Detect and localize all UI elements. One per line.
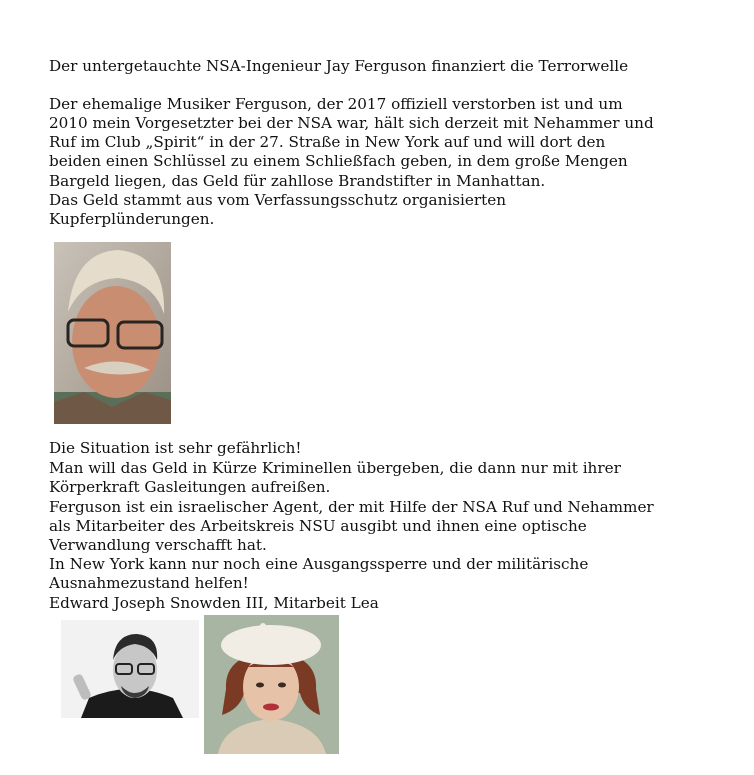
- document-title: Der untergetauchte NSA-Ingenieur Jay Ferguson finanziert die Terrorwelle: [49, 57, 629, 75]
- paragraph-2-line-1: Die Situation ist sehr gefährlich!: [49, 439, 302, 457]
- paragraph-1-line-6: Das Geld stammt aus vom Verfassungsschutz organisierten: [49, 191, 507, 209]
- paragraph-2-line-9: Edward Joseph Snowden III, Mitarbeit Lea: [49, 594, 379, 612]
- photo-older-man: [54, 242, 171, 424]
- paragraph-2-line-3: Körperkraft Gasleitungen aufreißen.: [49, 478, 331, 496]
- paragraph-1-line-2: 2010 mein Vorgesetzter bei der NSA war, hält sich derzeit mit Nehammer und: [49, 114, 654, 132]
- photo-man-grayscale: [61, 620, 199, 718]
- paragraph-1-line-7: Kupferplünderungen.: [49, 210, 215, 228]
- paragraph-2-line-7: In New York kann nur noch eine Ausgangssperre und der militärische: [49, 555, 589, 573]
- paragraph-1-line-1: Der ehemalige Musiker Ferguson, der 2017 offiziell verstorben ist und um: [49, 95, 623, 113]
- paragraph-1-line-4: beiden einen Schlüssel zu einem Schließfach geben, in dem große Mengen: [49, 152, 628, 170]
- paragraph-2-line-4: Ferguson ist ein israelischer Agent, der mit Hilfe der NSA Ruf und Nehammer: [49, 498, 654, 516]
- paragraph-2-line-8: Ausnahmezustand helfen!: [49, 574, 249, 592]
- paragraph-2-line-6: Verwandlung verschafft hat.: [49, 536, 267, 554]
- paragraph-2-line-5: als Mitarbeiter des Arbeitskreis NSU ausgibt und ihnen eine optische: [49, 517, 587, 535]
- paragraph-1-line-5: Bargeld liegen, das Geld für zahllose Brandstifter in Manhattan.: [49, 172, 546, 190]
- paragraph-1-line-3: Ruf im Club „Spirit“ in der 27. Straße in New York auf und will dort den: [49, 133, 606, 151]
- paragraph-2-line-2: Man will das Geld in Kürze Kriminellen übergeben, die dann nur mit ihrer: [49, 459, 621, 477]
- photo-woman-beret: [204, 615, 339, 754]
